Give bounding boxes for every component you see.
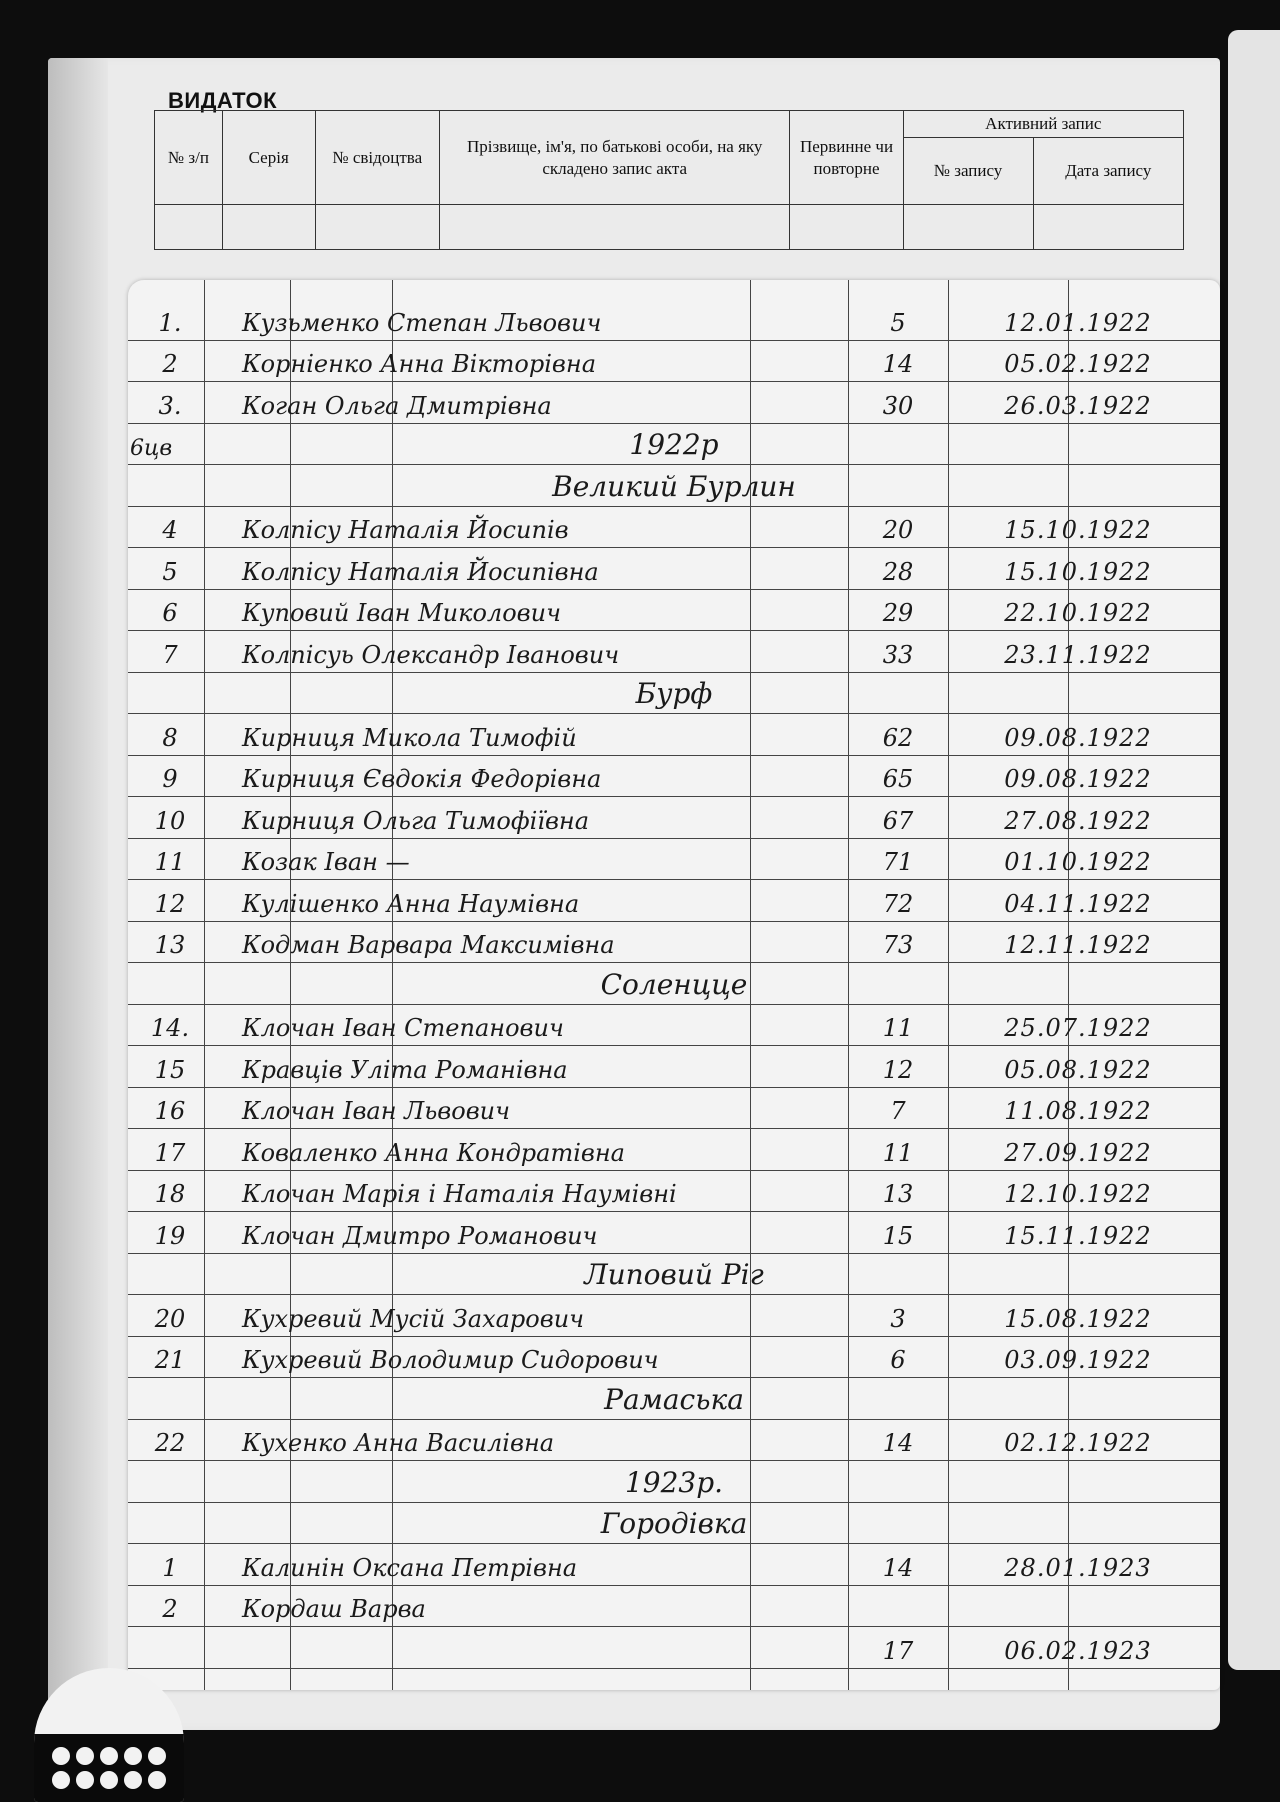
record-entry-number: 28 — [882, 557, 914, 586]
record-row — [128, 796, 1220, 839]
record-number: 7 — [162, 640, 178, 669]
place-heading: 1922р — [629, 428, 719, 461]
record-entry-number: 7 — [890, 1097, 906, 1125]
record-number: 16 — [154, 1097, 186, 1125]
record-entry-number: 11 — [882, 1138, 914, 1167]
record-date: 06.02.1923 — [1004, 1636, 1152, 1665]
record-row — [128, 1045, 1220, 1088]
record-number: 13 — [154, 931, 186, 959]
record-date: 01.10.1922 — [1004, 848, 1152, 876]
record-entry-number: 72 — [882, 889, 914, 918]
record-date: 15.11.1922 — [1004, 1221, 1152, 1250]
person-name: Кулішенко Анна Наумівна — [242, 889, 580, 918]
record-row — [128, 589, 1220, 632]
record-entry-number: 15 — [882, 1221, 914, 1250]
record-number: 6 — [162, 599, 178, 627]
record-entry-number: 67 — [882, 806, 914, 835]
record-number: 10 — [154, 806, 186, 835]
person-name: Кирниця Ольга Тимофіївна — [242, 806, 590, 835]
record-date: 26.03.1922 — [1004, 391, 1152, 420]
record-number: 5 — [162, 557, 178, 586]
record-date: 27.08.1922 — [1004, 806, 1152, 835]
person-name: Корніенко Анна Вікторівна — [242, 350, 596, 378]
place-heading: Бурф — [635, 677, 713, 710]
header-blank-cell — [439, 205, 790, 250]
col-primary-repeat: Первинне чи повторне — [790, 111, 903, 205]
col-act-record: Активний запис — [903, 111, 1183, 138]
record-number: 18 — [154, 1180, 186, 1208]
sticker-dot — [100, 1771, 118, 1789]
record-date: 05.02.1922 — [1004, 350, 1152, 378]
header-blank-cell — [903, 205, 1033, 250]
record-entry-number: 6 — [890, 1346, 906, 1374]
person-name: Колпісу Наталія Йосипівна — [242, 557, 599, 586]
col-series: Серія — [222, 111, 315, 205]
place-heading-row — [128, 1253, 1220, 1296]
page-gutter — [48, 58, 108, 1730]
record-entry-number: 5 — [890, 308, 906, 337]
person-name: Кравців Уліта Романівна — [242, 1055, 568, 1084]
record-row — [128, 298, 1220, 341]
record-entry-number: 29 — [882, 599, 914, 627]
person-name: Кухревий Володимир Сидорович — [242, 1346, 659, 1374]
record-number: 19 — [154, 1221, 186, 1250]
record-entry-number: 13 — [882, 1180, 914, 1208]
header-blank-cell — [790, 205, 903, 250]
record-row — [128, 1585, 1220, 1628]
record-row — [128, 381, 1220, 424]
record-entry-number: 71 — [882, 848, 914, 876]
record-row — [128, 1170, 1220, 1213]
person-name: Клочан Іван Львович — [242, 1097, 511, 1125]
person-name: Кирниця Микола Тимофій — [242, 723, 577, 752]
header-blank-cell — [222, 205, 315, 250]
record-date: 15.10.1922 — [1004, 516, 1152, 544]
record-entry-number: 3 — [890, 1304, 906, 1333]
sticker-dot — [148, 1747, 166, 1765]
record-number: 20 — [154, 1304, 186, 1333]
record-entry-number: 12 — [882, 1055, 914, 1084]
sticker-dot — [76, 1771, 94, 1789]
record-number: 8 — [162, 723, 178, 752]
sticker-dot — [52, 1747, 70, 1765]
record-entry-number: 62 — [882, 723, 914, 752]
sticker-dot — [52, 1771, 70, 1789]
record-date: 09.08.1922 — [1004, 723, 1152, 752]
sticker-dot — [124, 1747, 142, 1765]
person-name: Клочан Марія і Наталія Наумівні — [242, 1180, 677, 1208]
margin-note: 6цв — [130, 436, 173, 461]
record-number: 2 — [162, 350, 178, 378]
person-name: Коваленко Анна Кондратівна — [242, 1138, 625, 1167]
person-name: Кирниця Євдокія Федорівна — [242, 765, 602, 793]
record-row — [128, 1626, 1220, 1669]
person-name: Клочан Іван Степанович — [242, 1014, 564, 1042]
record-number: 11 — [154, 848, 186, 876]
person-name: Коган Ольга Дмитрівна — [242, 391, 552, 420]
person-name: Кузьменко Степан Львович — [242, 308, 602, 337]
page-title: ВИДАТОК — [168, 88, 278, 113]
record-number: 12 — [154, 889, 186, 918]
record-entry-number: 14 — [882, 1553, 914, 1582]
person-name: Куповий Іван Миколович — [242, 599, 562, 627]
record-entry-number: 73 — [882, 931, 914, 959]
person-name: Калинін Оксана Петрівна — [242, 1553, 578, 1582]
record-row — [128, 713, 1220, 756]
record-row — [128, 1336, 1220, 1379]
record-number: 15 — [154, 1055, 186, 1084]
record-number: 17 — [154, 1138, 186, 1167]
place-heading: Рамаська — [604, 1382, 744, 1416]
register-header-table — [154, 110, 1184, 250]
place-heading-row — [128, 423, 1220, 466]
person-name: Колпісуь Олександр Іванович — [242, 640, 620, 669]
record-row — [128, 921, 1220, 964]
register-page — [48, 58, 1220, 1730]
record-row — [128, 547, 1220, 590]
record-entry-number: 14 — [882, 1429, 914, 1457]
record-number: 2 — [162, 1595, 178, 1623]
record-date: 22.10.1922 — [1004, 599, 1152, 627]
person-name: Кодман Варвара Максимівна — [242, 931, 615, 959]
record-date: 25.07.1922 — [1004, 1014, 1152, 1042]
person-name: Клочан Дмитро Романович — [242, 1221, 598, 1250]
record-row — [128, 1128, 1220, 1171]
facing-page-edge — [1228, 30, 1280, 1670]
person-name: Кухенко Анна Василівна — [242, 1429, 555, 1457]
place-heading: Липовий Ріг — [584, 1258, 764, 1291]
record-row — [128, 1294, 1220, 1337]
record-row — [128, 1087, 1220, 1130]
record-row — [128, 1211, 1220, 1254]
sticker-dot-band — [34, 1734, 184, 1802]
col-certificate-number: № свідоцтва — [315, 111, 439, 205]
record-entry-number: 65 — [882, 765, 914, 793]
record-row — [128, 755, 1220, 798]
person-name: Кухревий Мусій Захарович — [242, 1304, 585, 1333]
record-date: 04.11.1922 — [1004, 889, 1152, 918]
record-date: 15.10.1922 — [1004, 557, 1152, 586]
record-number: 1 — [162, 1553, 178, 1582]
place-heading: Городівка — [600, 1507, 748, 1540]
place-heading: Соленцце — [600, 967, 748, 1001]
record-entry-number: 14 — [882, 350, 914, 378]
place-heading-row — [128, 1377, 1220, 1420]
header-blank-cell — [1033, 205, 1183, 250]
record-entry-number: 20 — [882, 516, 914, 544]
record-row — [128, 506, 1220, 549]
place-heading-row — [128, 1502, 1220, 1545]
record-number: 14. — [150, 1014, 190, 1042]
header-blank-cell — [155, 205, 223, 250]
sticker-dot — [76, 1747, 94, 1765]
record-date: 15.08.1922 — [1004, 1304, 1152, 1333]
handwritten-records-sheet — [128, 280, 1220, 1690]
record-date: 12.10.1922 — [1004, 1180, 1152, 1208]
record-date: 23.11.1922 — [1004, 640, 1152, 669]
place-heading: 1923р. — [624, 1465, 724, 1499]
header-blank-cell — [315, 205, 439, 250]
record-number: 3. — [158, 391, 182, 420]
record-date: 11.08.1922 — [1004, 1097, 1152, 1125]
record-row — [128, 630, 1220, 673]
sticker-dot — [100, 1747, 118, 1765]
record-date: 28.01.1923 — [1004, 1553, 1152, 1582]
record-number: 22 — [154, 1429, 186, 1457]
sticker-dot — [124, 1771, 142, 1789]
place-heading-row — [128, 1460, 1220, 1503]
record-date: 27.09.1922 — [1004, 1138, 1152, 1167]
person-name: Кордаш Варва — [242, 1595, 426, 1623]
person-name: Колпісу Наталія Йосипів — [242, 516, 569, 544]
record-entry-number: 33 — [882, 640, 914, 669]
record-row — [128, 838, 1220, 881]
record-entry-number: 17 — [882, 1636, 914, 1665]
record-date: 09.08.1922 — [1004, 765, 1152, 793]
record-number: 4 — [162, 516, 178, 544]
record-row — [128, 1419, 1220, 1462]
col-record-number: № запису — [903, 138, 1033, 205]
person-name: Козак Іван — — [242, 848, 410, 876]
col-number: № з/п — [155, 111, 223, 205]
record-date: 12.01.1922 — [1004, 308, 1152, 337]
record-row — [128, 340, 1220, 383]
place-heading: Великий Бурлин — [552, 469, 796, 503]
place-heading-row — [128, 672, 1220, 715]
record-date: 02.12.1922 — [1004, 1429, 1152, 1457]
record-number: 21 — [154, 1346, 186, 1374]
place-heading-row — [128, 962, 1220, 1005]
record-date: 05.08.1922 — [1004, 1055, 1152, 1084]
col-person-name: Прізвище, ім'я, по батькові особи, на яку складено запис акта — [439, 111, 790, 205]
record-entry-number: 11 — [882, 1014, 914, 1042]
record-number: 9 — [162, 765, 178, 793]
place-heading-row — [128, 464, 1220, 507]
sticker-dot — [148, 1771, 166, 1789]
record-number: 1. — [158, 308, 182, 337]
record-date: 12.11.1922 — [1004, 931, 1152, 959]
record-row — [128, 879, 1220, 922]
record-row — [128, 1004, 1220, 1047]
record-row — [128, 1543, 1220, 1586]
col-record-date: Дата запису — [1033, 138, 1183, 205]
record-entry-number: 30 — [882, 391, 914, 420]
record-date: 03.09.1922 — [1004, 1346, 1152, 1374]
